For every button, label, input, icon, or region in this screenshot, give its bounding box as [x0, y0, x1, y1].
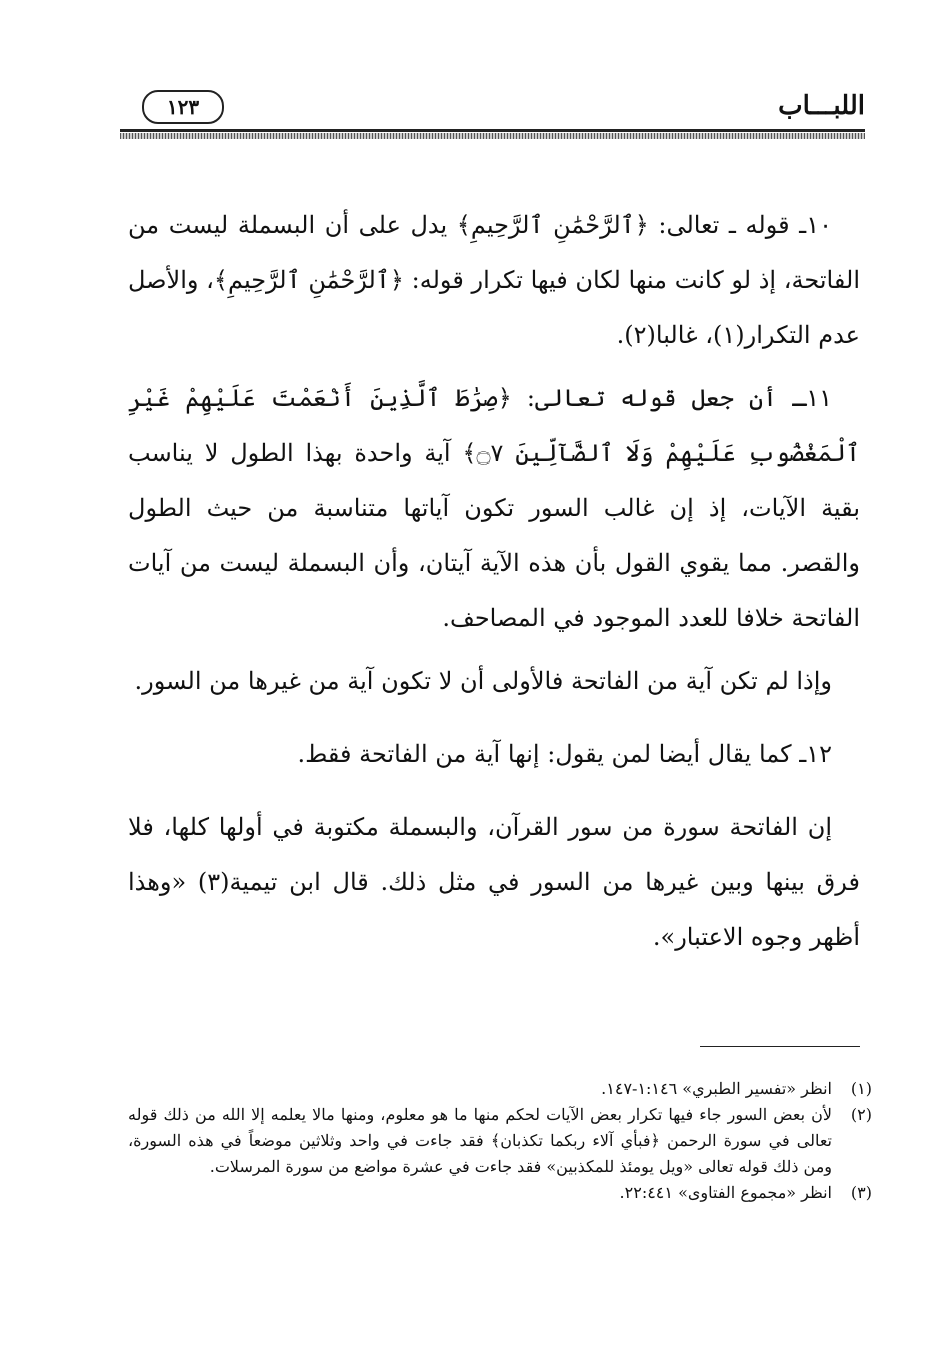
footnote-text: انظر «مجموع الفتاوى» ٢٢:٤٤١. — [619, 1183, 832, 1202]
footnote-number: (٢) — [850, 1105, 872, 1124]
footnote-separator — [700, 1046, 860, 1047]
footnote-text: انظر «تفسير الطبري» ١:١٤٦-١٤٧. — [601, 1079, 832, 1098]
footnote-1 — [128, 1076, 872, 1102]
footnote-2 — [128, 1102, 872, 1180]
paragraph-12: ١٢ـ كما يقال أيضا لمن يقول: إنها آية من الفاتحة فقط. — [297, 740, 832, 768]
footnote-number: (١) — [850, 1079, 872, 1098]
footnote-number: (٣) — [850, 1183, 872, 1202]
page-number: ١٢٣ — [142, 90, 224, 124]
book-title: اللبـــاب — [778, 91, 865, 121]
header-hatch-rule — [120, 133, 865, 139]
header-rule — [120, 129, 865, 132]
main-text — [128, 198, 860, 973]
footnote-3 — [128, 1180, 872, 1206]
page-header — [120, 88, 865, 132]
paragraph-11: ١١ـ أن جعل قوله تعالى: ﴿صِرَٰطَ ٱلَّذِينَ أَنْعَمْتَ عَلَيْهِمْ غَيْرِ ٱلْمَغْضُوبِ عَلَيْهِمْ وَلَا ٱلضَّآلِّينَ ۝٧﴾ آية واحدة بهذا الطول لا يناسب بقية الآيات، إذ إن غالب السور تكون آياتها متناسبة من حيث الطول والقصر. مما يقوي القول بأن هذه الآية آيتان، وأن البسملة ليست من آيات الفاتحة خلافا للعدد الموجود في المصاحف. — [128, 384, 860, 632]
footnote-text: لأن بعض السور جاء فيها تكرار بعض الآيات لحكم منها ما هو معلوم، ومنها مالا يعلمه إلا الله من ذلك قوله تعالى في سورة الرحمن ﴿فبأي آلاء ربكما تكذبان﴾ فقد جاءت في واحد وثلاثين موضعاً في هذه السورة، ومن ذلك قوله تعالى «ويل يومئذ للمكذبين» فقد جاءت في عشرة مواضع من سورة المرسلات. — [128, 1105, 832, 1176]
paragraph-10: ١٠ـ قوله ـ تعالى: ﴿ٱلرَّحْمَٰنِ ٱلرَّحِيمِ﴾ يدل على أن البسملة ليست من الفاتحة، إذ لو كانت منها لكان فيها تكرار قوله: ﴿ٱلرَّحْمَٰنِ ٱلرَّحِيمِ﴾، والأصل عدم التكرار(١)، غالبا(٢). — [128, 211, 860, 349]
paragraph-surah-note: وإذا لم تكن آية من الفاتحة فالأولى أن لا تكون آية من غيرها من السور. — [134, 667, 832, 695]
paragraph-fatiha: إن الفاتحة سورة من سور القرآن، والبسملة مكتوبة في أولها كلها، فلا فرق بينها وبين غيرها من السور في مثل ذلك. قال ابن تيمية(٣) «وهذا أظهر وجوه الاعتبار». — [128, 813, 860, 951]
footnotes — [128, 1076, 872, 1206]
